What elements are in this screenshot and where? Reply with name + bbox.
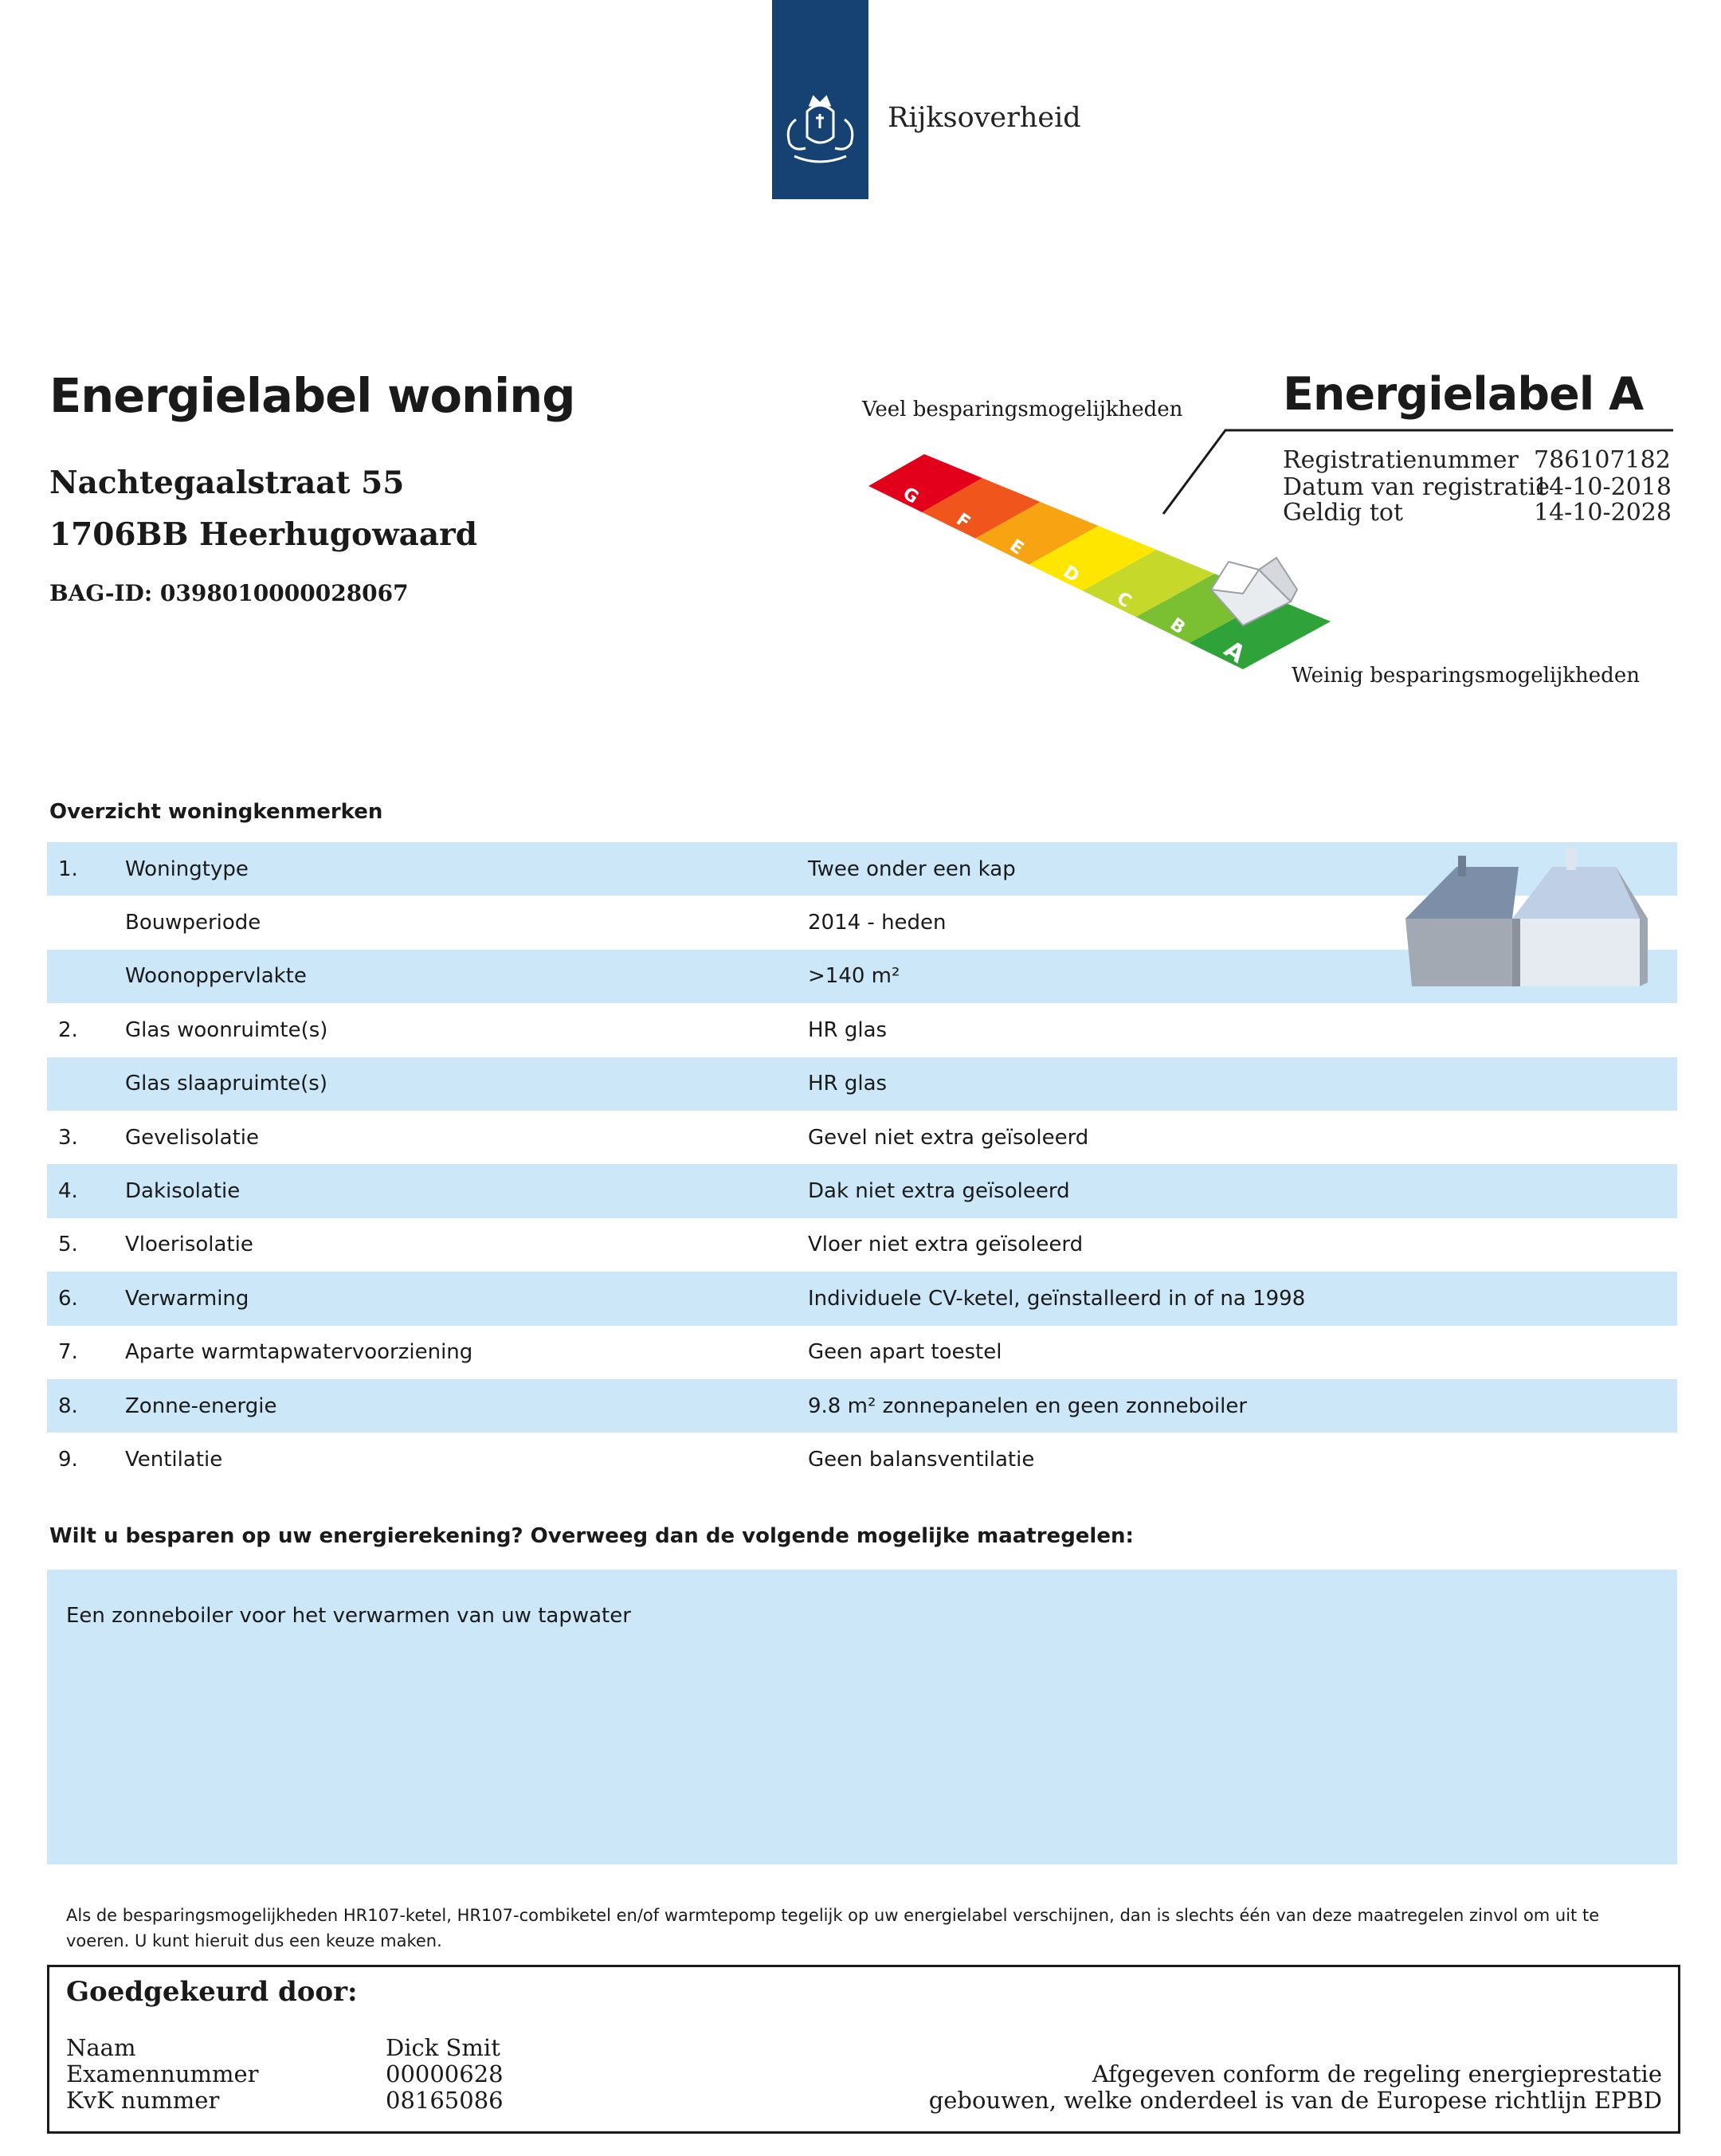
row-label: Vloerisolatie — [125, 1233, 253, 1257]
row-value: Gevel niet extra geïsoleerd — [808, 1125, 1089, 1150]
exam-number-label: Examennummer — [66, 2060, 259, 2087]
table-row — [47, 1003, 1677, 1056]
footnote: Als de besparingsmogelijkheden HR107-ketel, HR107-combiketel en/of warmtepomp tegelijk op uw energielabel verschijnen, dan is slechts één van deze maatregelen zinvol om uit te voeren. U kunt hieruit dus een keuze maken. — [66, 1906, 1600, 1950]
row-value: Geen balansventilatie — [808, 1447, 1035, 1472]
table-row — [47, 1433, 1677, 1486]
registration-number-value: 786107182 — [1534, 446, 1671, 474]
measures-text: Een zonneboiler voor het verwarmen van uw tapwater — [66, 1604, 631, 1628]
table-row — [47, 1379, 1677, 1433]
registration-date-value: 14-10-2018 — [1534, 473, 1672, 501]
row-label: Dakisolatie — [125, 1179, 241, 1204]
row-value: Vloer niet extra geïsoleerd — [808, 1233, 1084, 1257]
table-row — [47, 1326, 1677, 1379]
crest-icon — [772, 0, 868, 199]
row-value: >140 m² — [808, 964, 900, 989]
table-row — [47, 1111, 1677, 1164]
valid-until-label: Geldig tot — [1283, 499, 1404, 527]
scale-class-label-B: B — [1166, 614, 1189, 639]
row-label: Gevelisolatie — [125, 1125, 259, 1150]
row-number: 7. — [58, 1340, 78, 1365]
assessor-name-label: Naam — [66, 2034, 136, 2061]
row-number: 4. — [58, 1179, 78, 1204]
scale-class-label-E: E — [1006, 535, 1028, 559]
row-label: Zonne-energie — [125, 1394, 277, 1418]
row-value: 2014 - heden — [808, 911, 947, 935]
registration-number-label: Registratienummer — [1283, 446, 1519, 474]
house-type-icon — [1401, 843, 1648, 994]
row-value: Twee onder een kap — [808, 857, 1016, 881]
row-value: Individuele CV-ketel, geïnstalleerd in of na 1998 — [808, 1286, 1306, 1311]
row-label: Verwarming — [125, 1286, 249, 1311]
logo-text: Rijksoverheid — [888, 102, 1081, 134]
scale-class-label-A: A — [1218, 635, 1250, 669]
address-city: 1706BB Heerhugowaard — [49, 516, 477, 553]
valid-until-value: 14-10-2028 — [1534, 499, 1672, 527]
row-value: HR glas — [808, 1017, 888, 1042]
approval-heading: Goedgekeurd door: — [66, 1976, 358, 2008]
row-number: 5. — [58, 1233, 78, 1257]
kvk-number-label: KvK nummer — [66, 2087, 220, 2114]
exam-number-value: 00000628 — [386, 2060, 504, 2087]
row-label: Aparte warmtapwatervoorziening — [125, 1340, 473, 1365]
row-number: 1. — [58, 857, 78, 881]
row-number: 8. — [58, 1394, 78, 1418]
scale-bottom-caption: Weinig besparingsmogelijkheden — [1292, 664, 1640, 688]
table-row — [47, 1272, 1677, 1325]
row-label: Woonoppervlakte — [125, 964, 307, 989]
assessor-name-value: Dick Smit — [386, 2034, 500, 2061]
row-number: 2. — [58, 1017, 78, 1042]
row-number: 6. — [58, 1286, 78, 1311]
scale-class-label-F: F — [952, 509, 974, 533]
issued-line-2: gebouwen, welke onderdeel is van de Europese richtlijn EPBD — [928, 2087, 1662, 2114]
row-label: Bouwperiode — [125, 911, 261, 935]
row-label: Ventilatie — [125, 1447, 223, 1472]
row-number: 9. — [58, 1447, 78, 1472]
scale-top-caption: Veel besparingsmogelijkheden — [862, 398, 1183, 421]
address-street: Nachtegaalstraat 55 — [49, 465, 405, 501]
row-value: Geen apart toestel — [808, 1340, 1002, 1365]
table-row — [47, 1218, 1677, 1272]
scale-class-label-D: D — [1059, 562, 1083, 587]
row-value: 9.8 m² zonnepanelen en geen zonneboiler — [808, 1394, 1248, 1418]
table-row — [47, 1057, 1677, 1111]
scale-class-label-G: G — [899, 483, 923, 508]
overview-heading: Overzicht woningkenmerken — [49, 800, 383, 824]
bag-id: BAG-ID: 0398010000028067 — [49, 580, 409, 606]
table-row — [47, 1164, 1677, 1217]
energy-label-title: Energielabel A — [1283, 368, 1644, 421]
issued-line-1: Afgegeven conform de regeling energieprestatie — [1092, 2060, 1662, 2087]
row-number: 3. — [58, 1125, 78, 1150]
measures-heading: Wilt u besparen op uw energierekening? Overweeg dan de volgende mogelijke maatregelen: — [49, 1524, 1134, 1548]
row-value: HR glas — [808, 1072, 888, 1096]
row-label: Glas woonruimte(s) — [125, 1017, 328, 1042]
page-title: Energielabel woning — [49, 368, 575, 423]
row-label: Woningtype — [125, 857, 249, 881]
row-value: Dak niet extra geïsoleerd — [808, 1179, 1070, 1204]
scale-class-label-C: C — [1112, 588, 1135, 613]
rijksoverheid-logo-bar — [772, 0, 868, 199]
row-label: Glas slaapruimte(s) — [125, 1072, 327, 1096]
registration-date-label: Datum van registratie — [1283, 473, 1550, 501]
kvk-number-value: 08165086 — [386, 2087, 504, 2114]
